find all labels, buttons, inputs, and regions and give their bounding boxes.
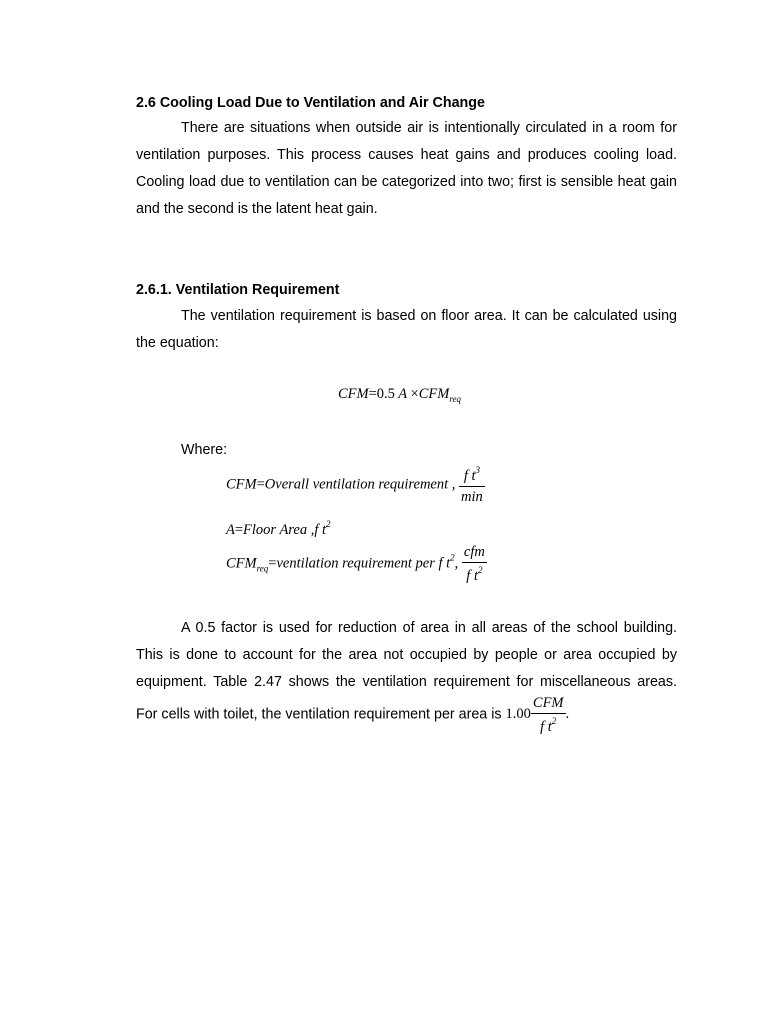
closing-unit-fraction: $\frac{\text{CFM}}{f t^2}$ [532, 695, 564, 735]
equation-rhs-subscript: req [449, 394, 461, 404]
definition-unit-fraction: $\frac{f t^3}{\min}$ [461, 465, 483, 505]
equation-rhs: CFM [418, 386, 450, 402]
definition-symbol: CFM [226, 476, 257, 493]
equation-times: × [410, 386, 419, 402]
definition-equals: = [256, 476, 265, 493]
definition-unit: f t [438, 555, 451, 572]
equation-area: A [398, 386, 407, 402]
equation-lhs: CFM [338, 386, 369, 402]
section-heading: 2.6 Cooling Load Due to Ventilation and Air Change [136, 95, 485, 111]
definition-unit: f t [314, 522, 327, 538]
main-equation [338, 386, 461, 404]
definition-area: A=Floor Area ,f $t^2$ [226, 519, 331, 538]
closing-paragraph [136, 615, 677, 734]
equation-factor: 0.5 [376, 386, 395, 402]
requirement-paragraph [136, 303, 677, 357]
closing-value: 1.00 $\frac{\text{CFM}}{f t^2}$ . [505, 695, 570, 735]
definition-unit-fraction: $\frac{\text{cfm}}{f t^2}$ [463, 544, 485, 584]
where-label: Where: [181, 442, 228, 458]
definition-symbol: CFM [226, 555, 257, 572]
intro-paragraph-text: There are situations when outside air is intentionally circulated in a room for ventilation purposes. This process causes heat gains and produces cooling load. Cooling load due to ventilation can be categorized into two; first is sensible heat gain and the second is the latent heat gain. [136, 120, 677, 217]
definition-equals: = [234, 522, 244, 538]
requirement-paragraph-text: The ventilation requirement is based on floor area. It can be calculated using the equation: [136, 308, 677, 351]
definition-equals: = [268, 555, 277, 572]
definition-text: Floor Area , [243, 522, 315, 538]
intro-paragraph [136, 115, 677, 223]
equation-equals: = [368, 386, 377, 402]
definition-text: Overall ventilation requirement , [264, 476, 456, 493]
closing-paragraph-text: A 0.5 factor is used for reduction of area in all areas of the school building. This is done to account for the area not occupied by people or area occupied by equipment. Table 2.47 shows the ventilation requirement for miscellaneous areas. For cells with toilet, the ventilation requirement per area is [136, 620, 677, 723]
subsection-heading: 2.6.1. Ventilation Requirement [136, 282, 340, 298]
definition-symbol: A [226, 522, 235, 538]
definition-cfm [226, 466, 485, 504]
definition-cfm-req: $CFM_{req}=ventilation$ requirement per f $t^2$, $\frac{\text{cfm}}{f t^2}$ [226, 544, 485, 584]
definition-text: ventilation requirement per [276, 555, 435, 572]
